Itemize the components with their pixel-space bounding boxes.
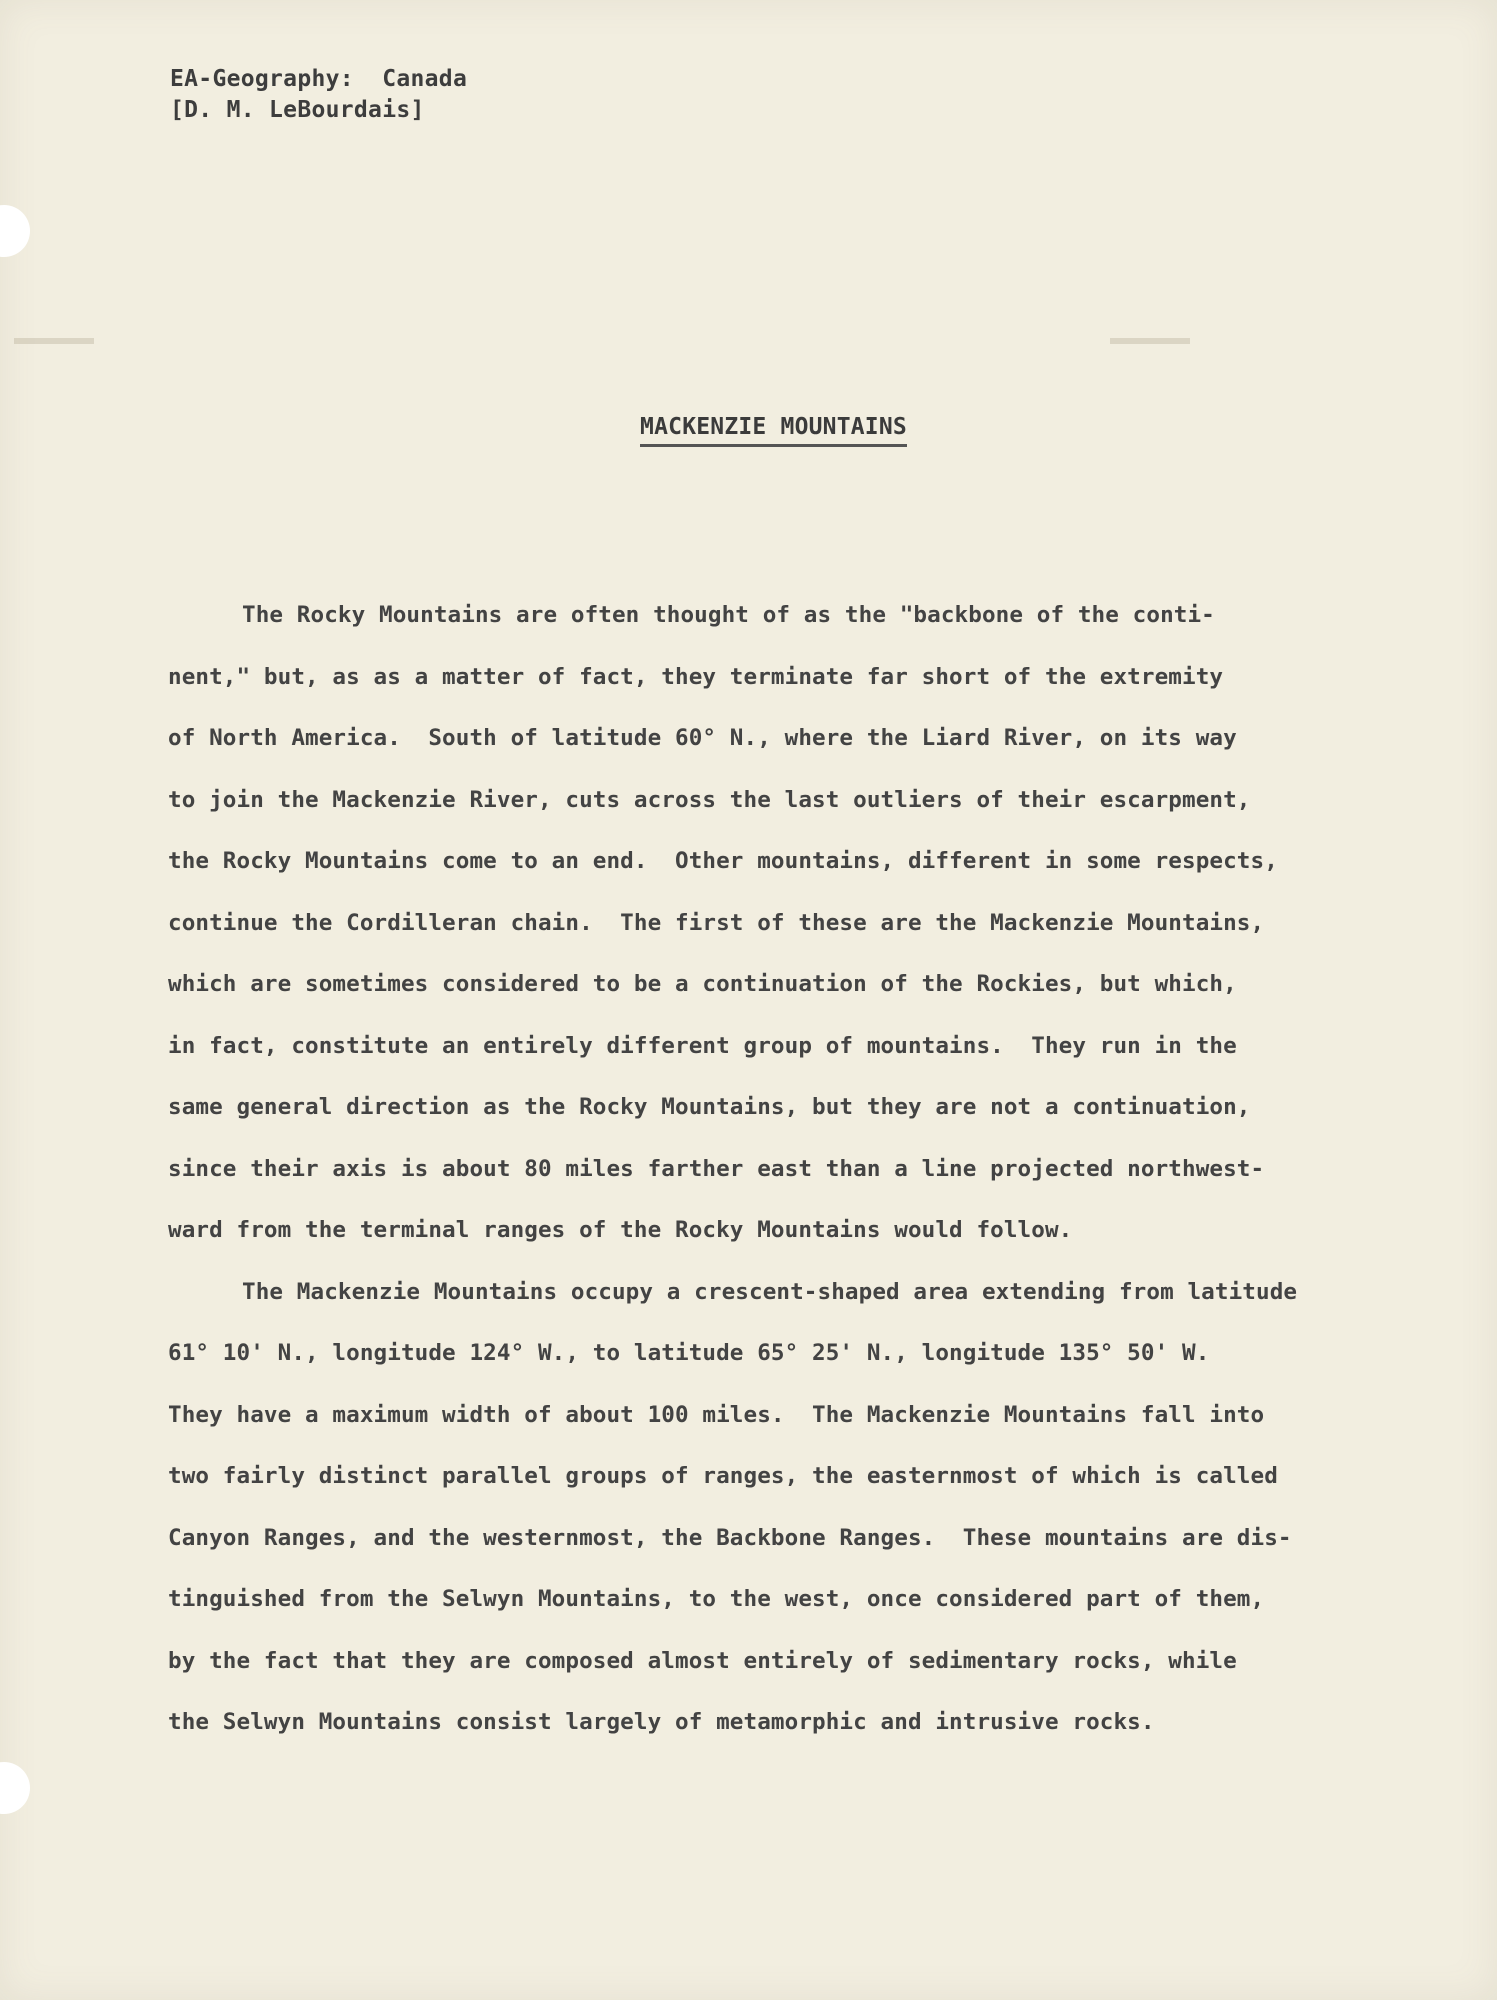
text-line: by the fact that they are composed almost entirely of sedimentary rocks, while [168,1647,1237,1674]
text-line: The Mackenzie Mountains occupy a crescent-shaped area extending from latitude [242,1278,1298,1305]
ink-bleed-mark [14,338,94,344]
text-line: which are sometimes considered to be a continuation of the Rockies, but which, [168,971,1237,997]
header-author: [D. M. LeBourdais] [170,97,425,123]
body-text [168,585,1423,1754]
paragraph [168,1262,1423,1754]
punch-hole-top [0,205,30,257]
text-line: to join the Mackenzie River, cuts across the last outliers of their escarpment, [168,786,1251,813]
paragraph [168,585,1423,1262]
punch-hole-bottom [0,1762,30,1814]
text-line: They have a maximum width of about 100 miles. The Mackenzie Mountains fall into [168,1401,1265,1428]
text-line: 61° 10' N., longitude 124° W., to latitude 65° 25' N., longitude 135° 50' W. [168,1340,1210,1366]
text-line: in fact, constitute an entirely different group of mountains. They run in the [168,1032,1237,1059]
document-header [170,64,467,126]
text-line: Canyon Ranges, and the westernmost, the Backbone Ranges. These mountains are dis- [168,1524,1292,1551]
page-title-text: MACKENZIE MOUNTAINS [640,414,907,447]
text-line: of North America. South of latitude 60° N., where the Liard River, on its way [168,725,1237,751]
page-title [0,414,1497,447]
text-line: tinguished from the Selwyn Mountains, to the west, once considered part of them, [168,1586,1265,1612]
text-line: the Selwyn Mountains consist largely of metamorphic and intrusive rocks. [168,1709,1155,1735]
text-line: since their axis is about 80 miles farther east than a line projected northwest- [168,1155,1265,1182]
text-line: continue the Cordilleran chain. The first of these are the Mackenzie Mountains, [168,909,1265,936]
text-line: The Rocky Mountains are often thought of as the "backbone of the conti- [242,602,1215,628]
text-line: two fairly distinct parallel groups of ranges, the easternmost of which is called [168,1463,1278,1489]
text-line: the Rocky Mountains come to an end. Other mountains, different in some respects, [168,848,1278,874]
header-subject: EA-Geography: Canada [170,66,468,92]
text-line: ward from the terminal ranges of the Rocky Mountains would follow. [168,1217,1073,1243]
text-line: nent," but, as as a matter of fact, they terminate far short of the extremity [168,663,1224,690]
ink-bleed-mark [1110,338,1190,344]
text-line: same general direction as the Rocky Mountains, but they are not a continuation, [168,1094,1251,1120]
